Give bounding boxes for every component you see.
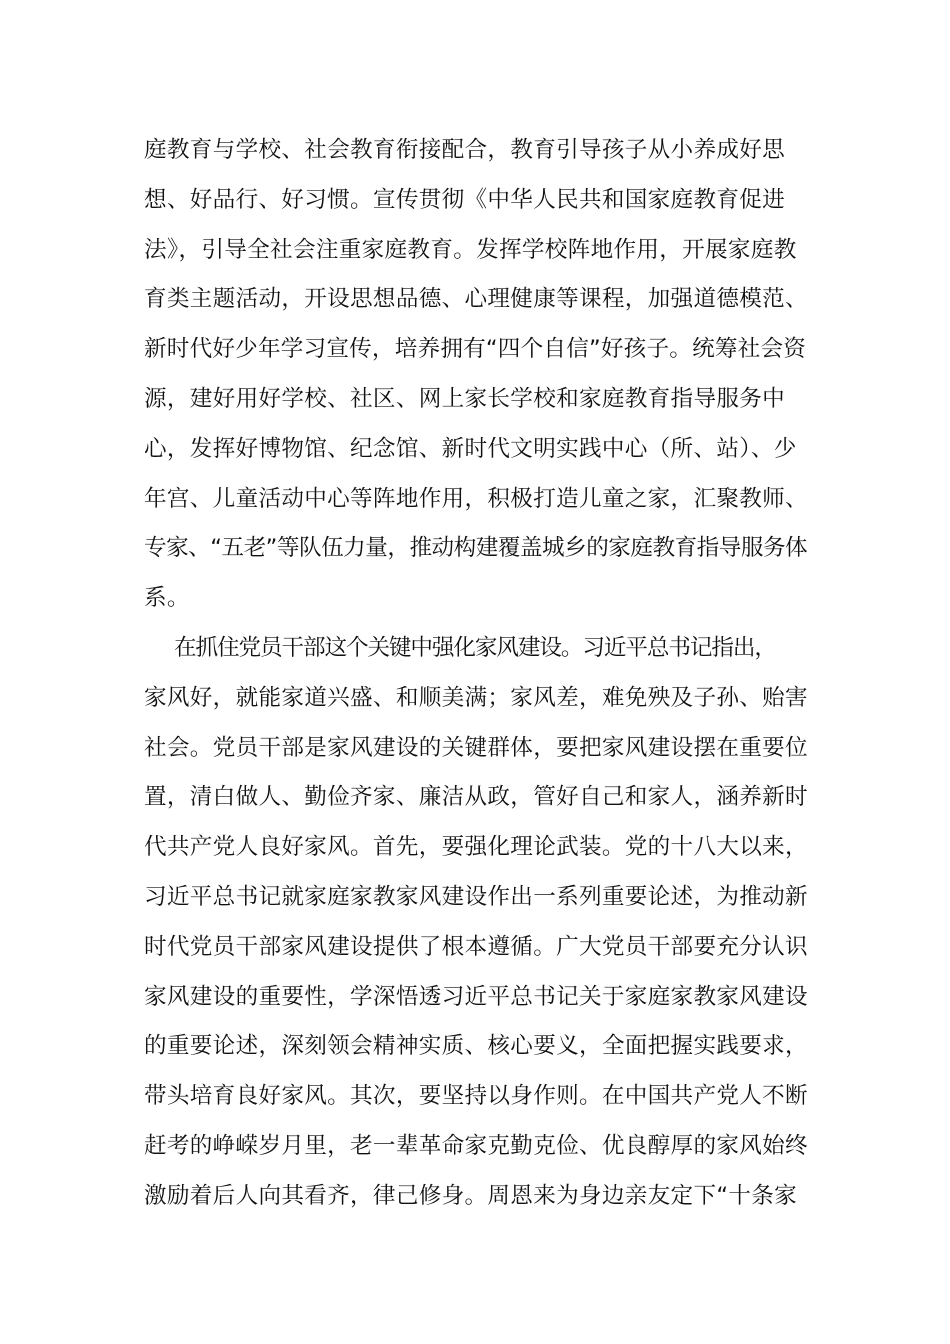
text-line: 源，建好用好学校、社区、网上家长学校和家庭教育指导服务中 — [144, 385, 786, 412]
text-line: 带头培育良好家风。其次，要坚持以身作则。在中国共产党人不断 — [144, 1083, 808, 1110]
text-line: 社会。党员干部是家风建设的关键群体，要把家风建设摆在重要位 — [144, 734, 808, 761]
text-line: 的重要论述，深刻领会精神实质、核心要义，全面把握实践要求， — [144, 1033, 808, 1060]
body-text — [144, 126, 808, 1222]
text-line: 新时代好少年学习宣传，培养拥有“四个自信”好孩子。统筹社会资 — [144, 336, 807, 363]
text-line: 专家、“五老”等队伍力量，推动构建覆盖城乡的家庭教育指导服务体 — [144, 535, 808, 562]
text-line: 年宫、儿童活动中心等阵地作用，积极打造儿童之家，汇聚教师、 — [144, 485, 808, 512]
text-line: 置，清白做人、勤俭齐家、廉洁从政，管好自己和家人，涵养新时 — [144, 784, 808, 811]
text-line: 赶考的峥嵘岁月里，老一辈革命家克勤克俭、优良醇厚的家风始终 — [144, 1132, 808, 1159]
text-line: 代共产党人良好家风。首先，要强化理论武装。党的十八大以来， — [144, 834, 808, 861]
text-line: 法》，引导全社会注重家庭教育。发挥学校阵地作用，开展家庭教 — [144, 236, 797, 263]
text-line: 庭教育与学校、社会教育衔接配合，教育引导孩子从小养成好思 — [144, 137, 786, 163]
text-line: 习近平总书记就家庭家教家风建设作出一系列重要论述，为推动新 — [144, 883, 808, 910]
paragraph-start-line: 在抓住党员干部这个关键中强化家风建设。习近平总书记指出， — [174, 634, 776, 661]
text-line: 家风建设的重要性，学深悟透习近平总书记关于家庭家教家风建设 — [144, 983, 808, 1010]
text-line: 激励着后人向其看齐，律己修身。周恩来为身边亲友定下“十条家 — [144, 1182, 798, 1209]
text-line: 时代党员干部家风建设提供了根本遵循。广大党员干部要充分认识 — [144, 933, 808, 960]
text-line: 心，发挥好博物馆、纪念馆、新时代文明实践中心（所、站）、少 — [144, 435, 797, 462]
text-line: 系。 — [144, 585, 190, 612]
text-line: 育类主题活动，开设思想品德、心理健康等课程，加强道德模范、 — [144, 286, 808, 313]
text-line: 家风好，就能家道兴盛、和顺美满；家风差，难免殃及子孙、贻害 — [144, 684, 808, 711]
text-line: 想、好品行、好习惯。宣传贯彻《中华人民共和国家庭教育促进 — [144, 186, 786, 213]
